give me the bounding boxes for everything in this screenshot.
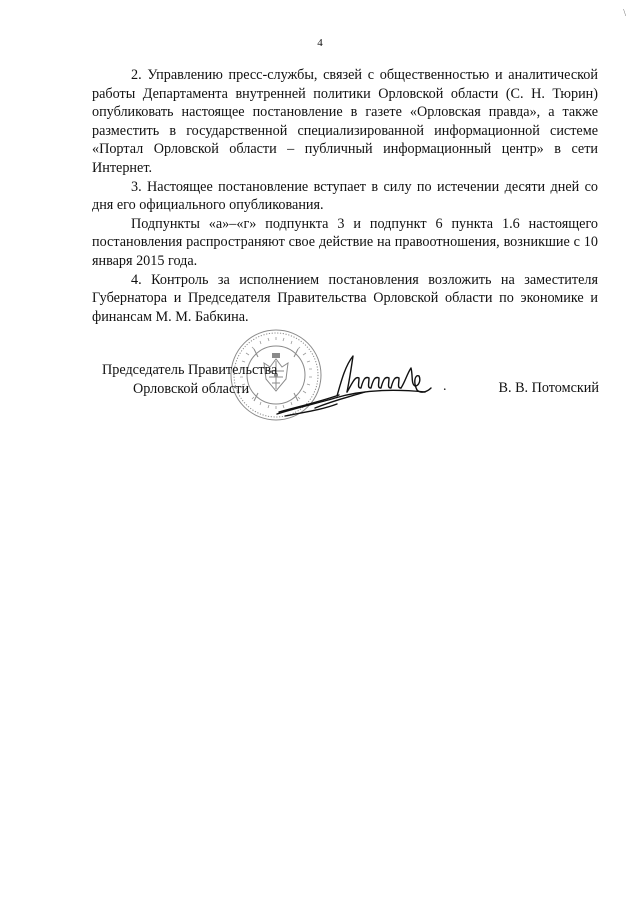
handwritten-signature-icon: [275, 352, 445, 422]
signatory-title-line-1: Председатель Правительства: [102, 362, 278, 378]
signatory-title-line-2: Орловской области: [133, 381, 250, 397]
paragraph-effective-date: 3. Настоящее постановление вступает в силу по истечении десяти дней со дня его официального опубликования.: [92, 178, 598, 214]
paragraph-retroactive-subpoints: Подпункты «а»–«г» подпункта 3 и подпункт 6 пункта 1.6 настоящего постановления распространяют свое действие на правоотношения, возникшие с 10 января 2015 года.: [92, 215, 598, 269]
paragraph-press-service: 2. Управлению пресс-службы, связей с общественностью и аналитической работы Департамента внутренней политики Орловской области (С. Н. Тюрин) опубликовать настоящее постановление в газете «Орловская правда», а также разместить в государственной специализированной информационной системе «Портал Орловской области – публичный информационный центр» в сети Интернет.: [92, 67, 598, 176]
signatory-name: В. В. Потомский: [498, 380, 599, 396]
signature-block: [0, 327, 640, 437]
page-number: 4: [317, 37, 323, 49]
corner-mark: \: [623, 8, 626, 19]
document-body: [92, 66, 598, 326]
paragraph-control: 4. Контроль за исполнением постановления возложить на заместителя Губернатора и Председателя Правительства Орловской области по экономике и финансам М. М. Бабкина.: [92, 271, 598, 325]
signature-dot: .: [443, 379, 447, 394]
